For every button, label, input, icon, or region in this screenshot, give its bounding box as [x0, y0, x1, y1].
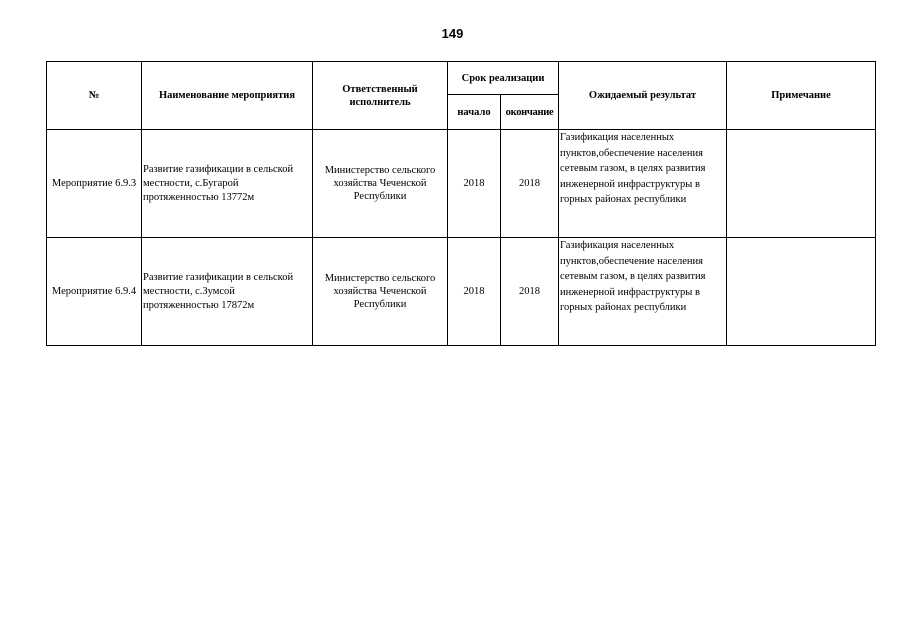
table-row	[47, 130, 876, 238]
header-responsible: Ответственный исполнитель	[313, 62, 448, 130]
header-start: начало	[448, 95, 501, 130]
measure-name: Развитие газификации в сельской местности, с.Зумсой протяженностью 17872м	[142, 238, 313, 346]
note	[727, 130, 876, 238]
header-expected-result: Ожидаемый результат	[559, 62, 727, 130]
header-period: Срок реализации	[448, 62, 559, 95]
header-end: окончание	[501, 95, 559, 130]
end-year: 2018	[501, 238, 559, 346]
note	[727, 238, 876, 346]
start-year: 2018	[448, 238, 501, 346]
table-row	[47, 238, 876, 346]
header-note: Примечание	[727, 62, 876, 130]
expected-result: Газификация населенных пунктов,обеспечение населения сетевым газом, в целях развития инженерной инфраструктуры в горных районах республики	[559, 130, 727, 238]
measure-name: Развитие газификации в сельской местности, с.Бугарой протяженностью 13772м	[142, 130, 313, 238]
header-number: №	[47, 62, 142, 130]
measure-number: Мероприятие 6.9.4	[47, 238, 142, 346]
page-number: 149	[441, 26, 464, 41]
responsible-executor: Министерство сельского хозяйства Чеченской Республики	[313, 130, 448, 238]
measure-number: Мероприятие 6.9.3	[47, 130, 142, 238]
end-year: 2018	[501, 130, 559, 238]
start-year: 2018	[448, 130, 501, 238]
responsible-executor: Министерство сельского хозяйства Чеченской Республики	[313, 238, 448, 346]
expected-result: Газификация населенных пунктов,обеспечение населения сетевым газом, в целях развития инженерной инфраструктуры в горных районах республики	[559, 238, 727, 346]
header-measure-name: Наименование мероприятия	[142, 62, 313, 130]
measures-table	[46, 61, 876, 346]
